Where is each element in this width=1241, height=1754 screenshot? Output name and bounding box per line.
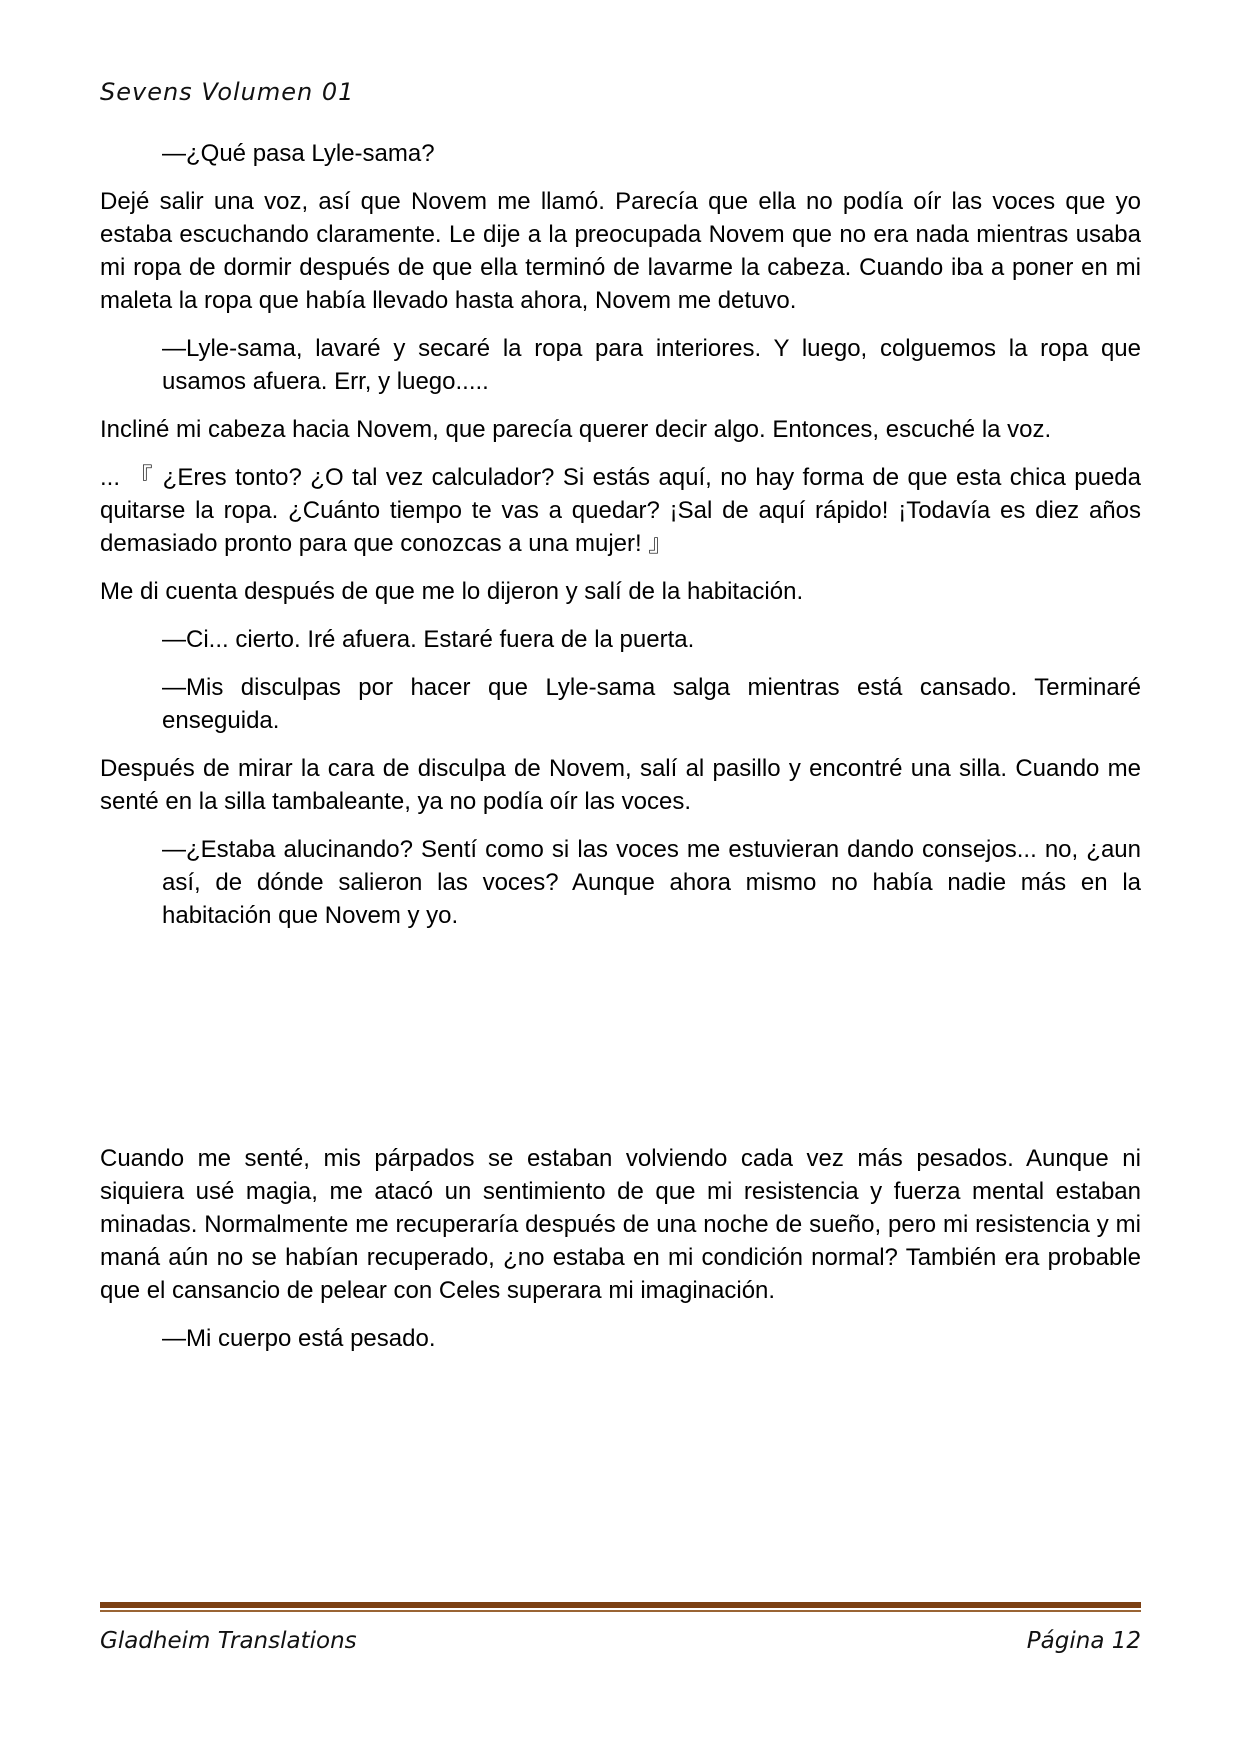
dialogue-paragraph: —Mi cuerpo está pesado.: [162, 1325, 436, 1352]
dialogue-paragraph: —Lyle-sama, lavaré y secaré la ropa para interiores. Y luego, colguemos la ropa que usamos afuera. Err, y luego.....: [162, 335, 1141, 395]
dialogue-paragraph: —¿Qué pasa Lyle-sama?: [162, 140, 435, 167]
page-header-title: Sevens Volumen 01: [100, 78, 355, 106]
body-paragraph: Dejé salir una voz, así que Novem me llamó. Parecía que ella no podía oír las voces que yo estaba escuchando claramente. Le dije a la preocupada Novem que no era nada mientras usaba mi ropa de dormir después de que ella terminó de lavarme la cabeza. Cuando iba a poner en mi maleta la ropa que había llevado hasta ahora, Novem me detuvo.: [100, 188, 1141, 314]
page-footer: [100, 1602, 1141, 1654]
body-paragraph: Después de mirar la cara de disculpa de Novem, salí al pasillo y encontré una silla. Cuando me senté en la silla tambaleante, ya no podía oír las voces.: [100, 755, 1141, 815]
body-paragraph: Cuando me senté, mis párpados se estaban volviendo cada vez más pesados. Aunque ni siquiera usé magia, me atacó un sentimiento de que mi resistencia y fuerza mental estaban minadas. Normalmente me recuperaría después de una noche de sueño, pero mi resistencia y mi maná aún no se habían recuperado, ¿no estaba en mi condición normal? También era probable que el cansancio de pelear con Celes superara mi imaginación.: [100, 1145, 1141, 1304]
body-paragraph: Me di cuenta después de que me lo dijeron y salí de la habitación.: [100, 578, 804, 605]
footer-divider-thin: [100, 1610, 1141, 1612]
body-paragraph: ... 『 ¿Eres tonto? ¿O tal vez calculador? Si estás aquí, no hay forma de que esta chica pueda quitarse la ropa. ¿Cuánto tiempo te vas a quedar? ¡Sal de aquí rápido! ¡Todavía es diez años demasiado pronto para que conozcas a una mujer! 』: [100, 464, 1141, 557]
footer-translator-credit: Gladheim Translations: [100, 1628, 357, 1654]
dialogue-paragraph: —Ci... cierto. Iré afuera. Estaré fuera de la puerta.: [162, 626, 695, 653]
scene-break-spacer: [100, 947, 1141, 1142]
footer-text-row: [100, 1628, 1141, 1654]
dialogue-paragraph: —Mis disculpas por hacer que Lyle-sama salga mientras está cansado. Terminaré enseguida.: [162, 674, 1141, 734]
body-paragraph: Incliné mi cabeza hacia Novem, que parecía querer decir algo. Entonces, escuché la voz.: [100, 416, 1052, 443]
footer-divider-thick: [100, 1602, 1141, 1608]
page-body: [100, 137, 1141, 1370]
footer-page-number: Página 12: [1026, 1628, 1141, 1654]
dialogue-paragraph: —¿Estaba alucinando? Sentí como si las voces me estuvieran dando consejos... no, ¿aun así, de dónde salieron las voces? Aunque ahora mismo no había nadie más en la habitación que Novem y yo.: [162, 836, 1141, 929]
